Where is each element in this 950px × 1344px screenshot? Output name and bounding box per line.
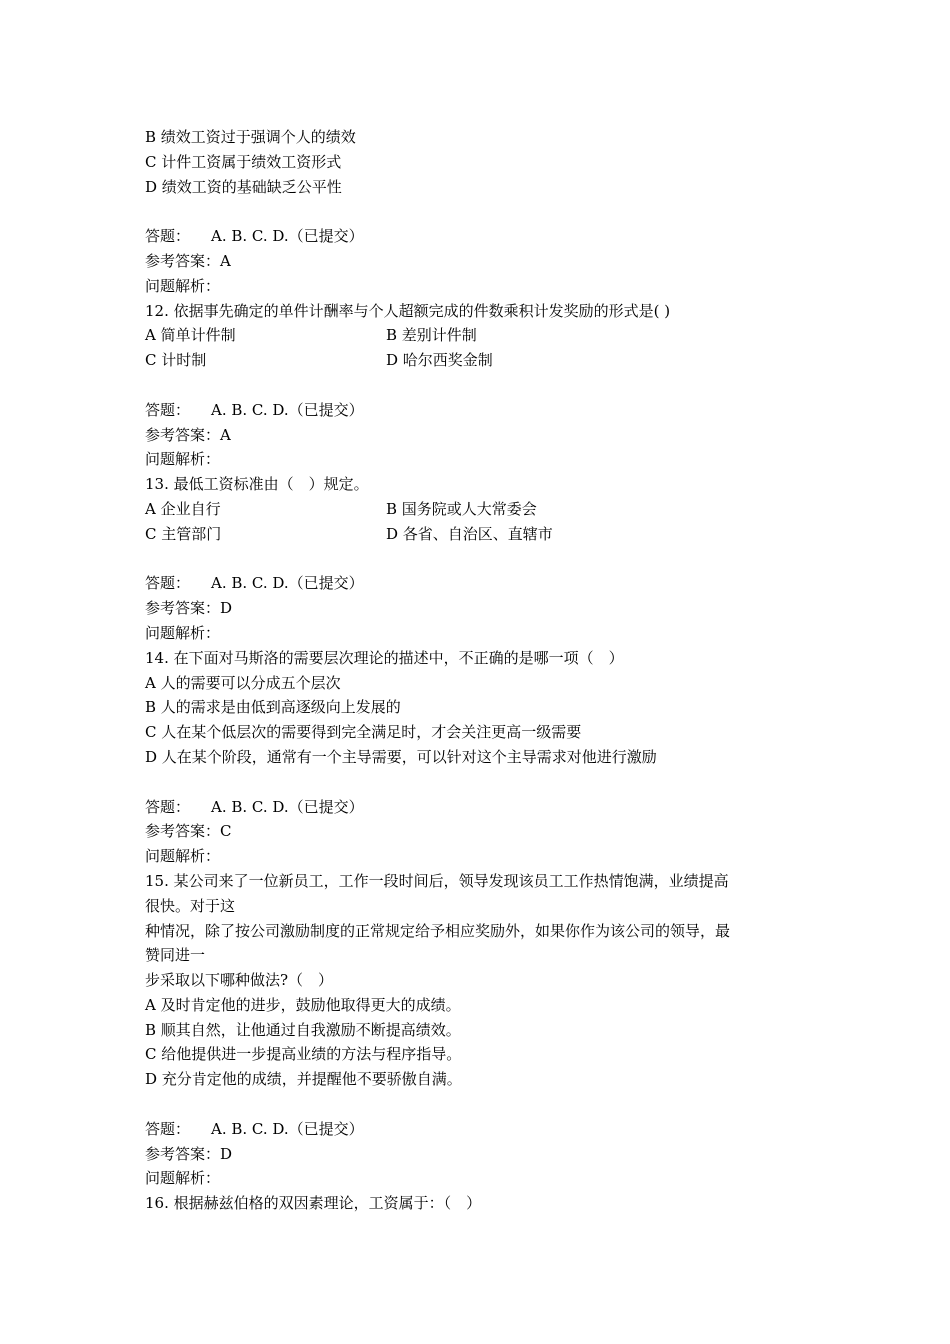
answer-row <box>145 398 825 423</box>
option-b: B 绩效工资过于强调个人的绩效 <box>145 128 356 146</box>
answer-choices: A. B. C. D.（已提交） <box>211 400 364 419</box>
option-row <box>145 323 825 348</box>
reference-answer: 参考答案：A <box>145 251 231 270</box>
question-15-stem-line: 步采取以下哪种做法?（ ） <box>145 971 334 990</box>
option-row <box>145 348 825 373</box>
question-16-stem: 16. 根据赫兹伯格的双因素理论，工资属于：（ ） <box>145 1194 482 1213</box>
reference-answer: 参考答案：A <box>145 425 231 444</box>
analysis-label: 问题解析： <box>145 1169 221 1188</box>
question-15-stem-line: 很快。对于这 <box>145 896 236 915</box>
option-a: A 企业自行 <box>145 499 221 518</box>
question-15-stem-line: 种情况，除了按公司激励制度的正常规定给予相应奖励外，如果你作为该公司的领导，最 <box>145 921 731 940</box>
option-d: D 各省、自治区、直辖市 <box>386 524 553 543</box>
reference-answer: 参考答案：D <box>145 1144 233 1163</box>
option-row <box>145 522 825 547</box>
answer-label: 答题： <box>145 797 191 816</box>
reference-answer: 参考答案：D <box>145 599 233 618</box>
option-b: B 差别计件制 <box>386 326 477 345</box>
spacer <box>145 547 825 572</box>
question-14-stem: 14. 在下面对马斯洛的需要层次理论的描述中，不正确的是哪一项（ ） <box>145 648 624 667</box>
question-15-stem-line: 15. 某公司来了一位新员工，工作一段时间后，领导发现该员工工作热情饱满，业绩提高 <box>145 871 729 890</box>
option-c: C 给他提供进一步提高业绩的方法与程序指导。 <box>145 1045 462 1064</box>
answer-choices: A. B. C. D.（已提交） <box>211 227 364 246</box>
question-15-stem-line: 赞同进一 <box>145 946 206 965</box>
option-c: C 人在某个低层次的需要得到完全满足时，才会关注更高一级需要 <box>145 723 582 742</box>
option-row <box>145 497 825 522</box>
reference-answer: 参考答案：C <box>145 822 232 841</box>
answer-choices: A. B. C. D.（已提交） <box>211 797 364 816</box>
answer-row <box>145 795 825 820</box>
analysis-label: 问题解析： <box>145 276 221 295</box>
option-a: A 及时肯定他的进步，鼓励他取得更大的成绩。 <box>145 995 461 1014</box>
option-b: B 顺其自然，让他通过自我激励不断提高绩效。 <box>145 1020 461 1039</box>
option-c: C 计时制 <box>145 351 207 370</box>
answer-choices: A. B. C. D.（已提交） <box>211 1119 364 1138</box>
question-12-stem: 12. 依据事先确定的单件计酬率与个人超额完成的件数乘积计发奖励的形式是( ) <box>145 301 671 320</box>
analysis-label: 问题解析： <box>145 450 221 469</box>
option-d: D 绩效工资的基础缺乏公平性 <box>145 177 342 196</box>
option-d: D 人在某个阶段，通常有一个主导需要，可以针对这个主导需求对他进行激励 <box>145 747 657 766</box>
analysis-label: 问题解析： <box>145 623 221 642</box>
answer-choices: A. B. C. D.（已提交） <box>211 574 364 593</box>
answer-row <box>145 1117 825 1142</box>
option-a: A 人的需要可以分成五个层次 <box>145 673 341 692</box>
question-13-stem: 13. 最低工资标准由（ ）规定。 <box>145 475 369 494</box>
option-b: B 人的需求是由低到高逐级向上发展的 <box>145 698 401 717</box>
document-page <box>145 125 825 1216</box>
option-b: B 国务院或人大常委会 <box>386 499 537 518</box>
answer-label: 答题： <box>145 1119 191 1138</box>
spacer <box>145 199 825 224</box>
answer-label: 答题： <box>145 400 191 419</box>
option-c: C 计件工资属于绩效工资形式 <box>145 152 342 171</box>
option-a: A 简单计件制 <box>145 326 236 345</box>
answer-label: 答题： <box>145 574 191 593</box>
answer-label: 答题： <box>145 227 191 246</box>
analysis-label: 问题解析： <box>145 847 221 866</box>
option-d: D 哈尔西奖金制 <box>386 351 493 370</box>
spacer <box>145 373 825 398</box>
answer-row <box>145 571 825 596</box>
spacer <box>145 1092 825 1117</box>
option-d: D 充分肯定他的成绩，并提醒他不要骄傲自满。 <box>145 1070 462 1089</box>
answer-row <box>145 224 825 249</box>
option-c: C 主管部门 <box>145 524 222 543</box>
spacer <box>145 770 825 795</box>
